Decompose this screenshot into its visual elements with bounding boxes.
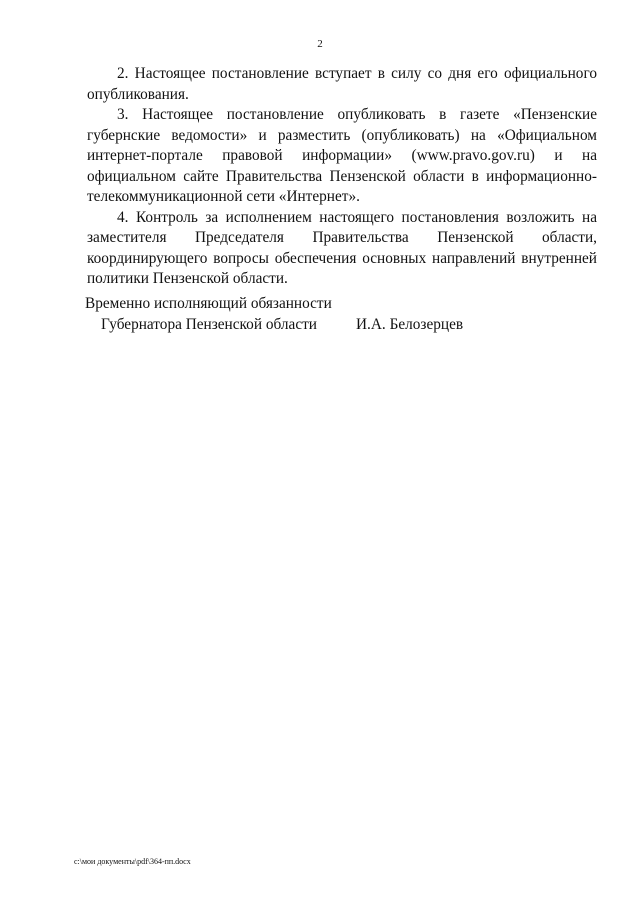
- footer-file-path: c:\мои документы\pdf\364-пп.docx: [74, 857, 191, 866]
- paragraph-item-3: 3. Настоящее постановление опубликовать в газете «Пензенские губернские ведомости» и разместить (опубликовать) на «Официальном интернет-портале правовой информации» (www.pravo.gov.ru) и на официальном сайте Правительства Пензенской области в информационно-телекоммуникационной сети «Интернет».: [87, 106, 597, 205]
- signatory-position: Губернатора Пензенской области: [101, 315, 317, 333]
- paragraph-item-4: 4. Контроль за исполнением настоящего постановления возложить на заместителя Председателя Правительства Пензенской области, координирующего вопросы обеспечения основных направлений внутренней политики Пензенской области.: [87, 208, 597, 287]
- signatory-name: И.А. Белозерцев: [356, 315, 464, 333]
- paragraph-item-2: 2. Настоящее постановление вступает в силу со дня его официального опубликования.: [87, 65, 597, 103]
- signatory-position-row: [85, 315, 505, 336]
- signature-block: [85, 294, 505, 335]
- signatory-title-line: Временно исполняющий обязанности: [85, 295, 332, 312]
- page-number: 2: [317, 38, 323, 50]
- document-body: [87, 64, 597, 290]
